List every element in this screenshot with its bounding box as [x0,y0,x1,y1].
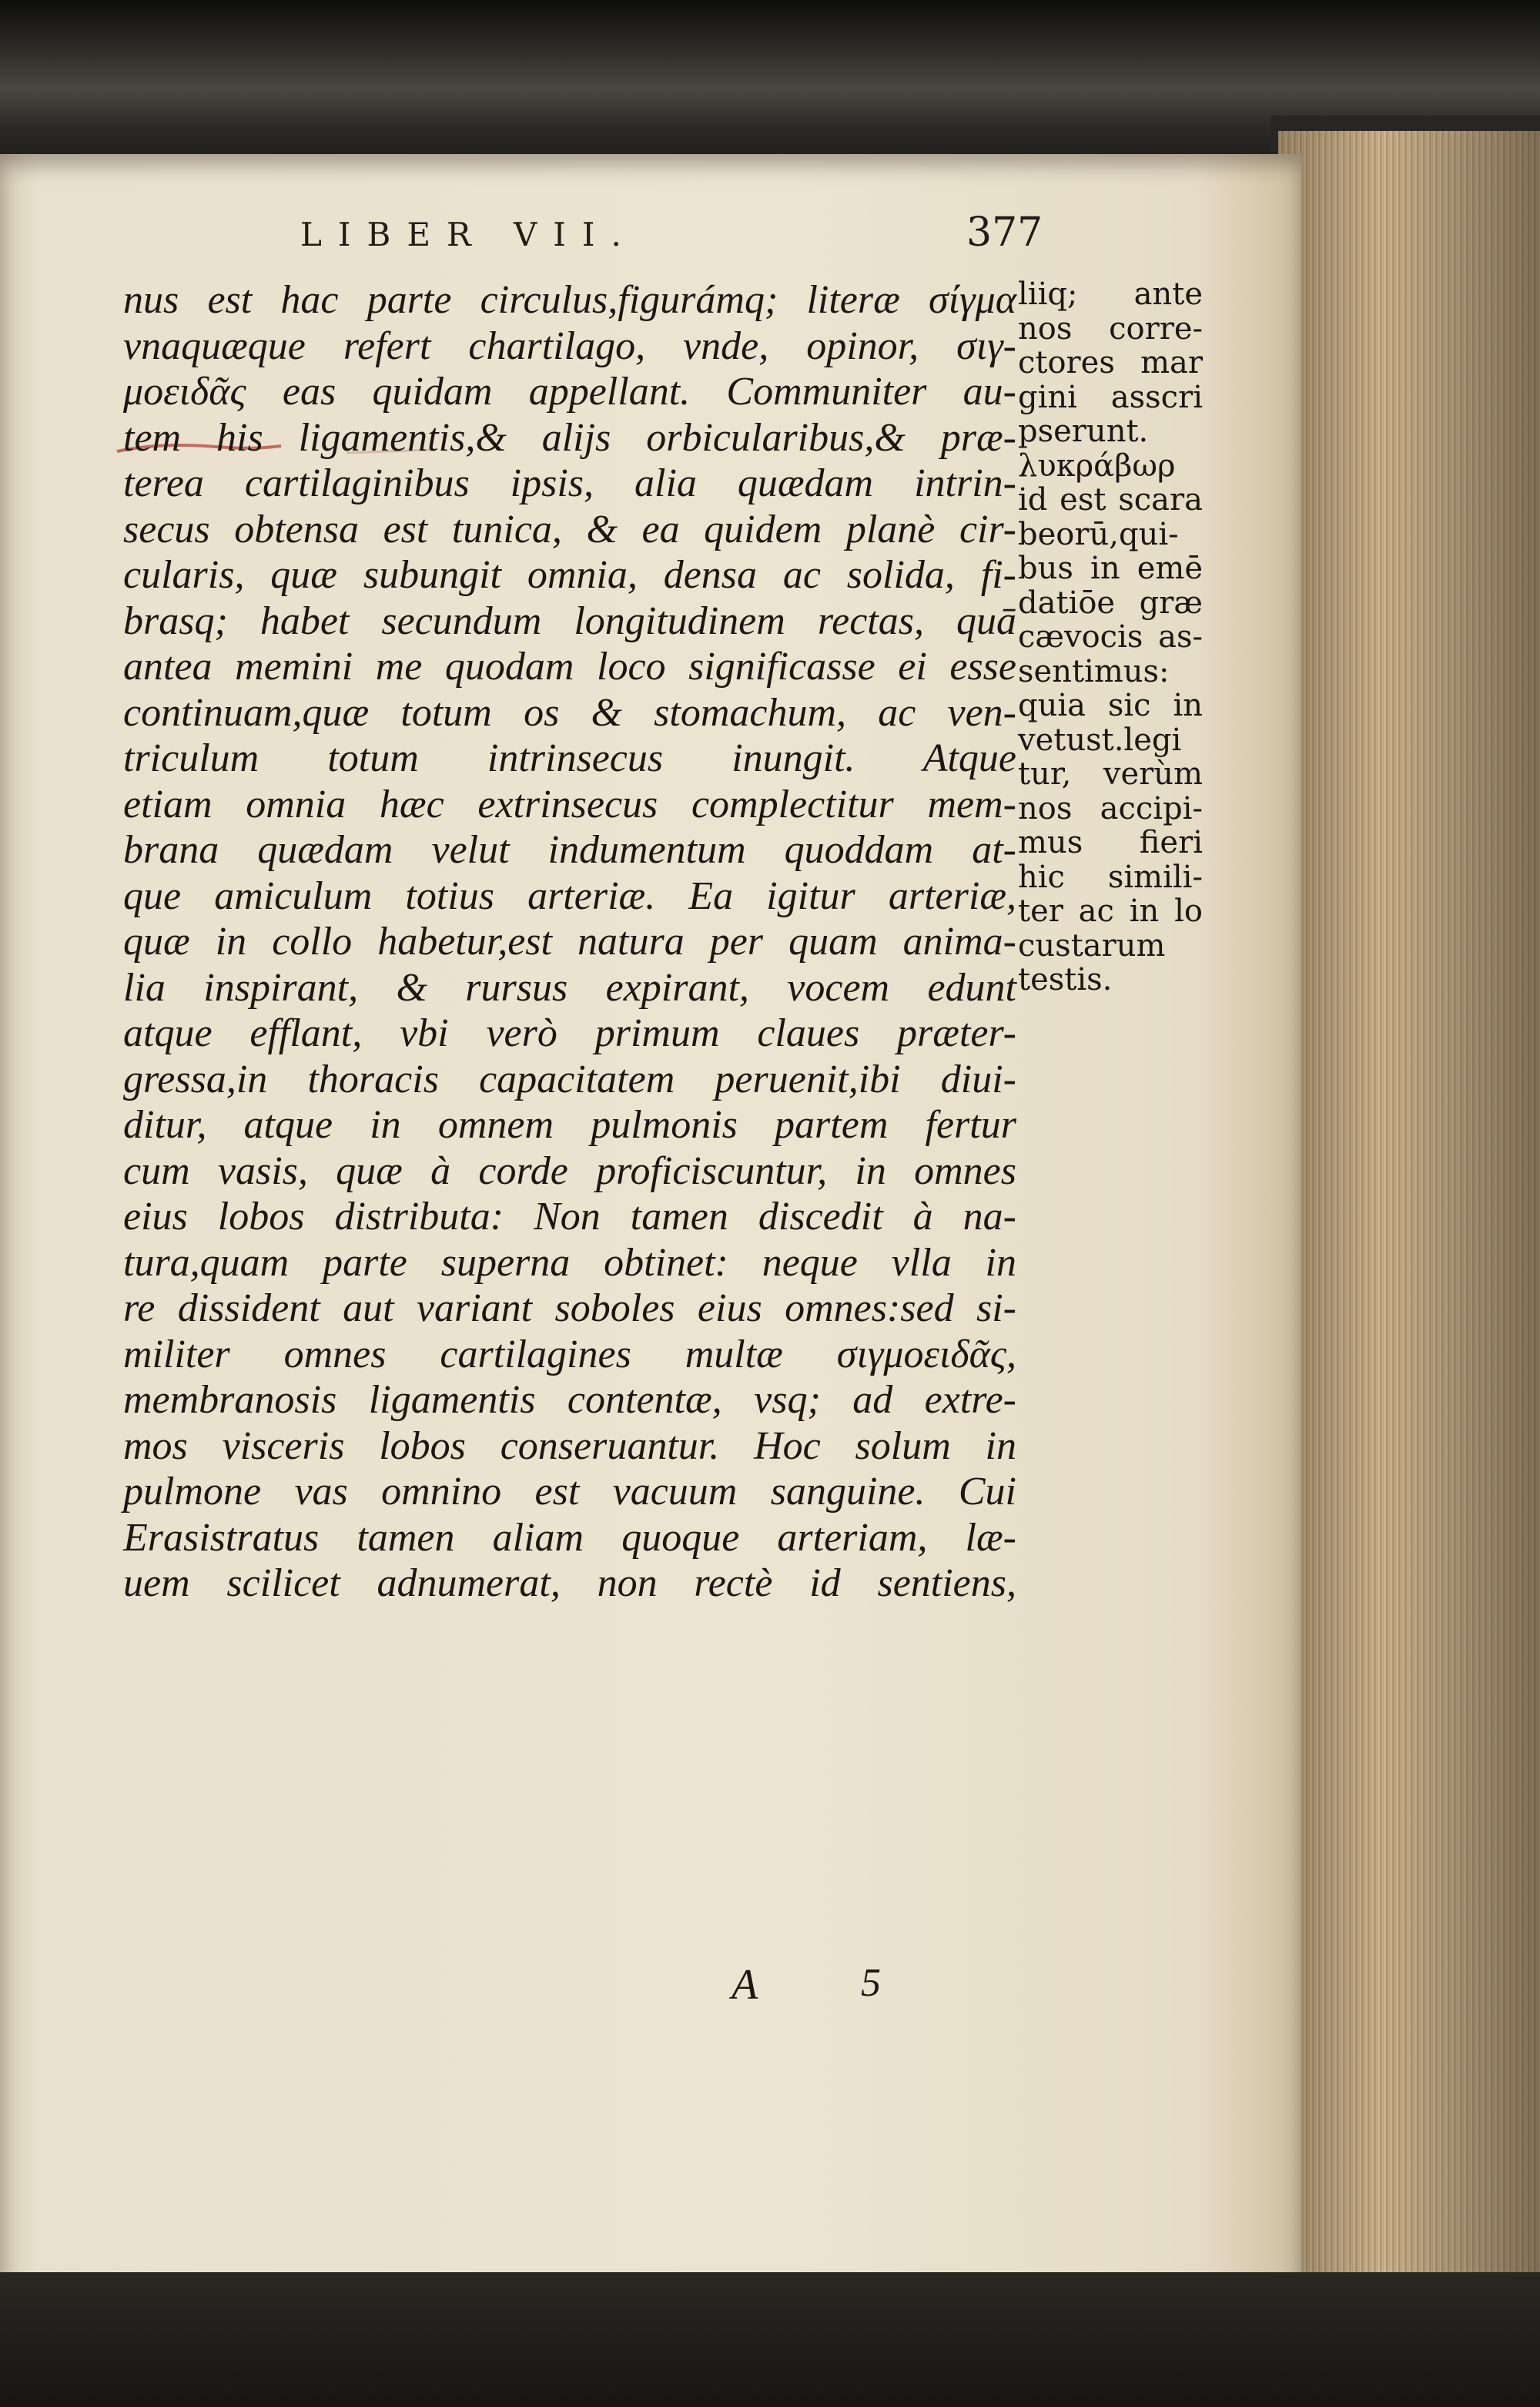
text-line: militer omnes cartilagines multæ σιγμοειδᾶς, [123,1332,1016,1376]
margin-line: hic simili- [1018,859,1203,895]
text-line: vnaquæque refert chartilago, vnde, opinor, σιγ- [123,324,1016,368]
text-line: continuam,quæ totum os & stomachum, ac ven- [123,690,1016,735]
text-line: tura,quam parte superna obtinet: neque vlla in [123,1240,1016,1285]
marginal-note [1018,277,1203,997]
margin-line: custarum [1018,927,1166,964]
margin-line: nos corre- [1018,310,1203,347]
text-line: nus est hac parte circulus,figurámq; literæ σίγμα [123,278,1016,322]
text-line: etiam omnia hæc extrinsecus complectitur mem- [123,782,1016,826]
margin-line: vetust.legi [1018,722,1182,758]
margin-line: bus in emē [1018,551,1203,586]
text-line: gressa,in thoracis capacitatem peruenit,ibi diui- [123,1057,1016,1101]
margin-line: beorū,qui- [1018,516,1179,552]
text-line: uem scilicet adnumerat, non rectè id sentiens, [123,1561,1016,1605]
margin-line: λυκράβωρ [1018,448,1176,484]
margin-line: quia sic in [1018,688,1203,723]
text-line: atque efflant, vbi verò primum claues præter- [123,1011,1016,1055]
text-line: pulmone vas omnino est vacuum sanguine. Cui [123,1470,1016,1514]
catchword: A [732,1961,758,2009]
text-line: secus obtensa est tunica, & ea quidem planè cir- [123,507,1016,551]
margin-line: sentimus: [1018,653,1170,689]
margin-line: testis. [1018,962,1113,997]
margin-line: datiōe græ [1018,585,1203,621]
text-line: brana quædam velut indumentum quoddam at- [123,828,1016,872]
page-number: 377 [966,210,1043,256]
text-line: quæ in collo habetur,est natura per quam anima- [123,920,1016,964]
margin-line: gini asscri [1018,379,1203,415]
book-bottom-shadow [0,2272,1540,2407]
text-line: Erasistratus tamen aliam quoque arteriam, læ- [123,1515,1016,1560]
text-line: μοειδᾶς eas quidam appellant. Communiter au- [123,370,1016,414]
margin-line: ctores mar [1018,345,1203,380]
text-line: triculum totum intrinsecus inungit. Atque [123,736,1016,780]
margin-line: liiq; ante [1018,277,1203,312]
margin-line: tur, verùm [1018,756,1203,792]
margin-line: pserunt. [1018,414,1149,449]
text-line: re dissident aut variant soboles eius omnes:sed si- [123,1286,1016,1330]
text-line: tem his ligamentis,& alijs orbicularibus,& præ- [123,415,1016,460]
main-text-column [123,277,1016,1607]
text-line: antea memini me quodam loco significasse ei esse [123,645,1016,689]
margin-line: ter ac in lo [1018,893,1203,929]
text-line: eius lobos distributa: Non tamen discedit à na- [123,1195,1016,1239]
text-line: brasq; habet secundum longitudinem rectas, quā [123,598,1016,643]
text-line: cularis, quæ subungit omnia, densa ac solida, fi- [123,553,1016,597]
running-head: LIBER VII. [300,216,638,253]
margin-line: nos accipi- [1018,790,1203,826]
text-line: membranosis ligamentis contentæ, vsq; ad extre- [123,1378,1016,1422]
text-line: mos visceris lobos conseruantur. Hoc solum in [123,1423,1016,1468]
margin-line: cævocis as- [1018,619,1203,655]
text-line: terea cartilaginibus ipsis, alia quædam intrin- [123,461,1016,505]
text-line: ditur, atque in omnem pulmonis partem fertur [123,1103,1016,1147]
page-edges [1278,131,1540,2272]
text-line: que amiculum totius arteriæ. Ea igitur arteriæ, [123,873,1016,918]
text-line: lia inspirant, & rursus expirant, vocem edunt [123,965,1016,1010]
margin-line: id est scara [1018,482,1203,518]
signature-mark: 5 [861,1961,881,2005]
text-line: cum vasis, quæ à corde proficiscuntur, in omnes [123,1148,1016,1193]
margin-line: mus fieri [1018,825,1203,860]
